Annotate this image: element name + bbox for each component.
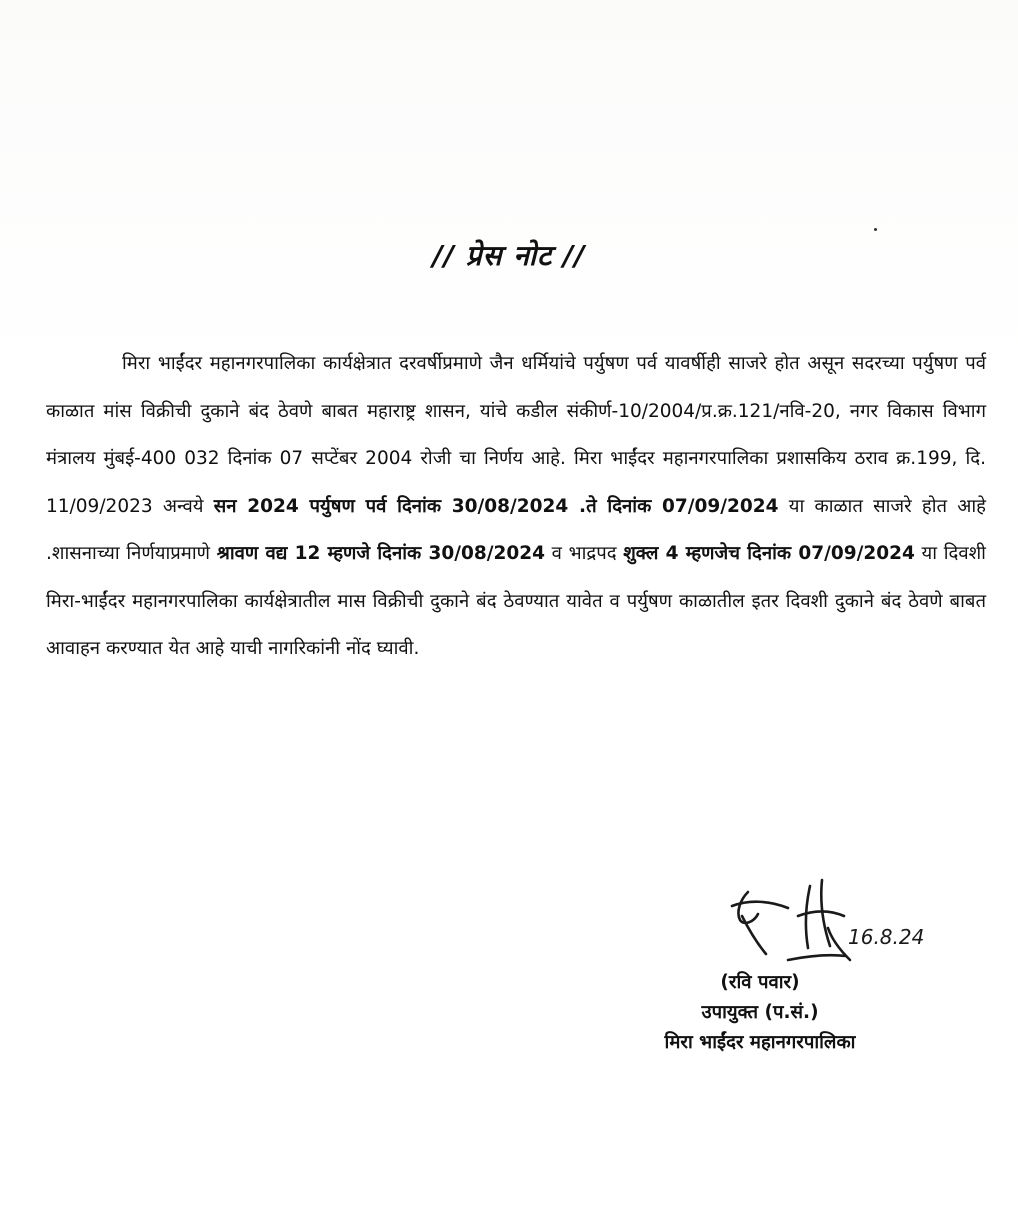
signatory-block	[600, 968, 920, 1058]
title-suffix: //	[563, 239, 586, 272]
body-text-part-4: या दिवशी मिरा-भाईंदर महानगरपालिका कार्यक्षेत्रातील मास विक्रीची दुकाने बंद ठेवण्यात यावेत व पर्युषण काळातील इतर दिवशी दुकाने बंद ठेवणे बाबत आवाहन करण्यात येत आहे याची नागरिकांनी नोंद घ्यावी.	[46, 543, 986, 659]
title-prefix: //	[432, 239, 455, 272]
body-text-part-3: व भाद्रपद	[551, 543, 617, 564]
signatory-organization: मिरा भाईंदर महानगरपालिका	[664, 1032, 856, 1053]
document-title	[0, 236, 1018, 274]
body-text-part-1: मिरा भाईंदर महानगरपालिका कार्यक्षेत्रात दरवर्षीप्रमाणे जैन धर्मियांचे पर्युषण पर्व यावर्षीही साजरे होत असून सदरच्या पर्युषण पर्व काळात मांस विक्रीची दुकाने बंद ठेवणे बाबत महाराष्ट्र शासन, यांचे कडील संकीर्ण-10/2004/प्र.क्र.121/नवि-20, नगर विकास विभाग मंत्रालय मुंबई-400 032 दिनांक 07 सप्टेंबर 2004 रोजी चा निर्णय आहे. मिरा भाईंदर महानगरपालिका प्रशासकिय ठराव क्र.199, दि. 11/09/2023 अन्वये	[46, 353, 986, 517]
signatory-designation: उपायुक्त (प.सं.)	[701, 1002, 819, 1023]
handwritten-signature	[718, 870, 978, 980]
signature-date: 16.8.24	[848, 925, 925, 949]
press-note-body	[46, 340, 986, 673]
body-bold-part-1: सन 2024 पर्युषण पर्व दिनांक 30/08/2024 .ते दिनांक 07/09/2024	[213, 495, 779, 517]
ink-speck	[874, 228, 877, 231]
body-text-part-2: या काळात साजरे होत आहे .शासनाच्या निर्णयाप्रमाणे	[46, 495, 986, 564]
body-bold-part-2: श्रावण वद्य 12 म्हणजे दिनांक 30/08/2024	[216, 543, 545, 564]
title-text: प्रेस नोट	[465, 239, 553, 272]
body-bold-part-3: शुक्ल 4 म्हणजेच दिनांक 07/09/2024	[623, 543, 915, 564]
signatory-name: (रवि पवार)	[720, 972, 800, 993]
